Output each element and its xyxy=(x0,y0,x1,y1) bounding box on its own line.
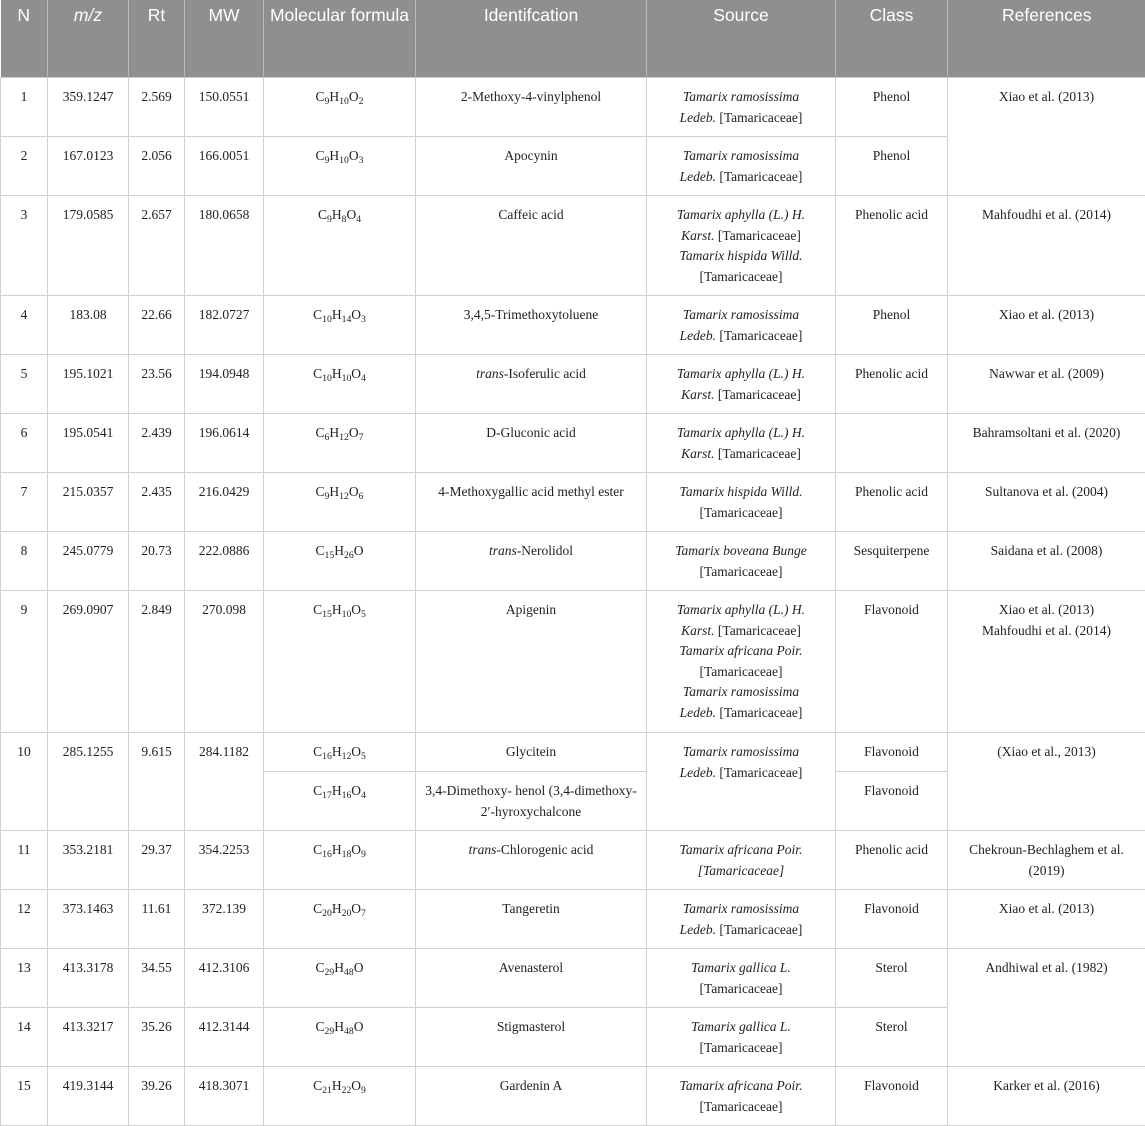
cell-source: Tamarix ramosissima Ledeb. [Tamaricaceae] xyxy=(647,137,836,196)
cell-reference: Chekroun-Bechlaghem et al. (2019) xyxy=(948,831,1145,890)
cell-mz: 373.1463 xyxy=(48,890,129,949)
cell-mw: 166.0051 xyxy=(185,137,264,196)
cell-mw: 194.0948 xyxy=(185,355,264,414)
cell-rt: 29.37 xyxy=(129,831,185,890)
cell-formula: $C_{29}H_{48}O$ xyxy=(264,1008,416,1067)
cell-mw: 216.0429 xyxy=(185,473,264,532)
cell-class: Sesquiterpene xyxy=(836,532,948,591)
cell-formula: $C_{21}H_{22}O_9$ xyxy=(264,1067,416,1126)
table-row xyxy=(1,890,1145,949)
cell-reference: Mahfoudhi et al. (2014) xyxy=(948,196,1145,296)
cell-mz: 359.1247 xyxy=(48,78,129,137)
cell-identification: Tangeretin xyxy=(416,890,647,949)
cell-class: Flavonoid xyxy=(836,591,948,733)
cell-source: Tamarix boveana Bunge [Tamaricaceae] xyxy=(647,532,836,591)
cell-class: Phenolic acid xyxy=(836,473,948,532)
col-header-source: Source xyxy=(647,0,836,78)
cell-identification: 2-Methoxy-4-vinylphenol xyxy=(416,78,647,137)
cell-class: Sterol xyxy=(836,1008,948,1067)
cell-mw: 412.3144 xyxy=(185,1008,264,1067)
table-row xyxy=(1,733,1145,772)
cell-rt: 39.26 xyxy=(129,1067,185,1126)
cell-source: Tamarix ramosissima Ledeb. [Tamaricaceae] xyxy=(647,78,836,137)
cell-formula: $C_{20}H_{20}O_7$ xyxy=(264,890,416,949)
cell-class xyxy=(836,414,948,473)
cell-mz: 413.3178 xyxy=(48,949,129,1008)
col-header-identification: Identifcation xyxy=(416,0,647,78)
cell-n: 6 xyxy=(1,414,48,473)
cell-n: 4 xyxy=(1,296,48,355)
col-header-rt: Rt xyxy=(129,0,185,78)
cell-formula: $C_9H_{10}O_2$ xyxy=(264,78,416,137)
cell-mz: 183.08 xyxy=(48,296,129,355)
cell-mw: 284.1182 xyxy=(185,733,264,831)
col-header-n: N xyxy=(1,0,48,78)
cell-identification: 3,4,5-Trimethoxytoluene xyxy=(416,296,647,355)
cell-formula: $C_6H_{12}O_7$ xyxy=(264,414,416,473)
cell-reference: Andhiwal et al. (1982) xyxy=(948,949,1145,1067)
cell-rt: 22.66 xyxy=(129,296,185,355)
cell-n: 14 xyxy=(1,1008,48,1067)
cell-rt: 2.657 xyxy=(129,196,185,296)
table-row xyxy=(1,296,1145,355)
cell-rt: 2.569 xyxy=(129,78,185,137)
cell-class: Flavonoid xyxy=(836,733,948,772)
cell-formula: $C_{10}H_{10}O_4$ xyxy=(264,355,416,414)
cell-reference: Saidana et al. (2008) xyxy=(948,532,1145,591)
cell-class: Flavonoid xyxy=(836,890,948,949)
cell-class: Phenol xyxy=(836,78,948,137)
cell-mw: 372.139 xyxy=(185,890,264,949)
cell-mz: 215.0357 xyxy=(48,473,129,532)
cell-mz: 269.0907 xyxy=(48,591,129,733)
cell-identification: D-Gluconic acid xyxy=(416,414,647,473)
cell-reference: Nawwar et al. (2009) xyxy=(948,355,1145,414)
cell-mz: 245.0779 xyxy=(48,532,129,591)
cell-formula: $C_9H_{10}O_3$ xyxy=(264,137,416,196)
cell-reference: Bahramsoltani et al. (2020) xyxy=(948,414,1145,473)
cell-mw: 412.3106 xyxy=(185,949,264,1008)
cell-rt: 35.26 xyxy=(129,1008,185,1067)
cell-formula: $C_{16}H_{12}O_5$ xyxy=(264,733,416,772)
table-row xyxy=(1,473,1145,532)
cell-reference: Karker et al. (2016) xyxy=(948,1067,1145,1126)
cell-class: Flavonoid xyxy=(836,1067,948,1126)
cell-identification: Glycitein xyxy=(416,733,647,772)
cell-class: Phenol xyxy=(836,296,948,355)
cell-reference: Xiao et al. (2013) xyxy=(948,78,1145,196)
cell-n: 12 xyxy=(1,890,48,949)
cell-mz: 353.2181 xyxy=(48,831,129,890)
cell-mw: 150.0551 xyxy=(185,78,264,137)
col-header-class: Class xyxy=(836,0,948,78)
cell-formula: $C_{29}H_{48}O$ xyxy=(264,949,416,1008)
cell-mz: 179.0585 xyxy=(48,196,129,296)
cell-source: Tamarix aphylla (L.) H. Karst. [Tamaricaceae] xyxy=(647,414,836,473)
cell-class: Phenol xyxy=(836,137,948,196)
cell-n: 7 xyxy=(1,473,48,532)
cell-source: Tamarix africana Poir. [Tamaricaceae] xyxy=(647,1067,836,1126)
cell-identification: Caffeic acid xyxy=(416,196,647,296)
cell-n: 13 xyxy=(1,949,48,1008)
cell-rt: 2.439 xyxy=(129,414,185,473)
table-row xyxy=(1,355,1145,414)
cell-source: Tamarix africana Poir. [Tamaricaceae] xyxy=(647,831,836,890)
cell-source: Tamarix ramosissima Ledeb. [Tamaricaceae] xyxy=(647,733,836,831)
cell-rt: 2.056 xyxy=(129,137,185,196)
cell-formula: $C_{17}H_{16}O_4$ xyxy=(264,772,416,831)
table-row xyxy=(1,196,1145,296)
cell-rt: 2.849 xyxy=(129,591,185,733)
cell-rt: 9.615 xyxy=(129,733,185,831)
cell-rt: 11.61 xyxy=(129,890,185,949)
cell-reference: Xiao et al. (2013) xyxy=(948,890,1145,949)
table-row xyxy=(1,414,1145,473)
cell-identification: Avenasterol xyxy=(416,949,647,1008)
cell-mw: 196.0614 xyxy=(185,414,264,473)
cell-identification: 4-Methoxygallic acid methyl ester xyxy=(416,473,647,532)
cell-n: 5 xyxy=(1,355,48,414)
cell-n: 10 xyxy=(1,733,48,831)
cell-identification: Stigmasterol xyxy=(416,1008,647,1067)
cell-formula: $C_9H_{12}O_6$ xyxy=(264,473,416,532)
cell-n: 2 xyxy=(1,137,48,196)
cell-formula: $C_{16}H_{18}O_9$ xyxy=(264,831,416,890)
cell-mz: 167.0123 xyxy=(48,137,129,196)
cell-rt: 34.55 xyxy=(129,949,185,1008)
table-row xyxy=(1,591,1145,733)
cell-formula: $C_9H_8O_4$ xyxy=(264,196,416,296)
cell-source: Tamarix aphylla (L.) H. Karst. [Tamaricaceae] Tamarix hispida Willd. [Tamaricaceae] xyxy=(647,196,836,296)
header-row xyxy=(1,0,1145,78)
cell-source: Tamarix ramosissima Ledeb. [Tamaricaceae] xyxy=(647,296,836,355)
cell-rt: 23.56 xyxy=(129,355,185,414)
cell-mw: 270.098 xyxy=(185,591,264,733)
cell-formula: $C_{10}H_{14}O_3$ xyxy=(264,296,416,355)
cell-class: Sterol xyxy=(836,949,948,1008)
cell-mw: 418.3071 xyxy=(185,1067,264,1126)
table-row xyxy=(1,78,1145,137)
cell-reference: Sultanova et al. (2004) xyxy=(948,473,1145,532)
col-header-references: References xyxy=(948,0,1145,78)
cell-n: 11 xyxy=(1,831,48,890)
cell-class: Phenolic acid xyxy=(836,196,948,296)
cell-reference: (Xiao et al., 2013) xyxy=(948,733,1145,831)
cell-class: Flavonoid xyxy=(836,772,948,831)
cell-mw: 222.0886 xyxy=(185,532,264,591)
cell-rt: 2.435 xyxy=(129,473,185,532)
cell-reference: Xiao et al. (2013) xyxy=(948,296,1145,355)
cell-n: 15 xyxy=(1,1067,48,1126)
cell-identification: 3,4-Dimethoxy- henol (3,4-dimethoxy-2′-hyroxychalcone xyxy=(416,772,647,831)
cell-source: Tamarix ramosissima Ledeb. [Tamaricaceae] xyxy=(647,890,836,949)
cell-n: 1 xyxy=(1,78,48,137)
cell-class: Phenolic acid xyxy=(836,355,948,414)
cell-identification: Apocynin xyxy=(416,137,647,196)
cell-mw: 354.2253 xyxy=(185,831,264,890)
cell-mz: 419.3144 xyxy=(48,1067,129,1126)
table-row xyxy=(1,532,1145,591)
cell-mw: 180.0658 xyxy=(185,196,264,296)
table-row xyxy=(1,1067,1145,1126)
col-header-mw: MW xyxy=(185,0,264,78)
cell-identification: Apigenin xyxy=(416,591,647,733)
cell-mz: 285.1255 xyxy=(48,733,129,831)
table-row xyxy=(1,831,1145,890)
cell-source: Tamarix aphylla (L.) H. Karst. [Tamaricaceae] Tamarix africana Poir. [Tamaricaceae] Tamarix ramosissima Ledeb. [Tamaricaceae] xyxy=(647,591,836,733)
cell-source: Tamarix aphylla (L.) H. Karst. [Tamaricaceae] xyxy=(647,355,836,414)
cell-mw: 182.0727 xyxy=(185,296,264,355)
cell-n: 9 xyxy=(1,591,48,733)
col-header-formula: Molecular formula xyxy=(264,0,416,78)
cell-mz: 413.3217 xyxy=(48,1008,129,1067)
cell-identification: trans-Nerolidol xyxy=(416,532,647,591)
cell-formula: $C_{15}H_{10}O_5$ xyxy=(264,591,416,733)
col-header-mz: m/z xyxy=(48,0,129,78)
cell-source: Tamarix gallica L. [Tamaricaceae] xyxy=(647,1008,836,1067)
cell-n: 3 xyxy=(1,196,48,296)
cell-class: Phenolic acid xyxy=(836,831,948,890)
cell-reference: Xiao et al. (2013) Mahfoudhi et al. (2014) xyxy=(948,591,1145,733)
cell-mz: 195.1021 xyxy=(48,355,129,414)
cell-n: 8 xyxy=(1,532,48,591)
cell-identification: trans-Chlorogenic acid xyxy=(416,831,647,890)
cell-identification: Gardenin A xyxy=(416,1067,647,1126)
cell-mz: 195.0541 xyxy=(48,414,129,473)
cell-source: Tamarix gallica L. [Tamaricaceae] xyxy=(647,949,836,1008)
cell-identification: trans-Isoferulic acid xyxy=(416,355,647,414)
table-row xyxy=(1,949,1145,1008)
cell-rt: 20.73 xyxy=(129,532,185,591)
cell-source: Tamarix hispida Willd. [Tamaricaceae] xyxy=(647,473,836,532)
cell-formula: $C_{15}H_{26}O$ xyxy=(264,532,416,591)
